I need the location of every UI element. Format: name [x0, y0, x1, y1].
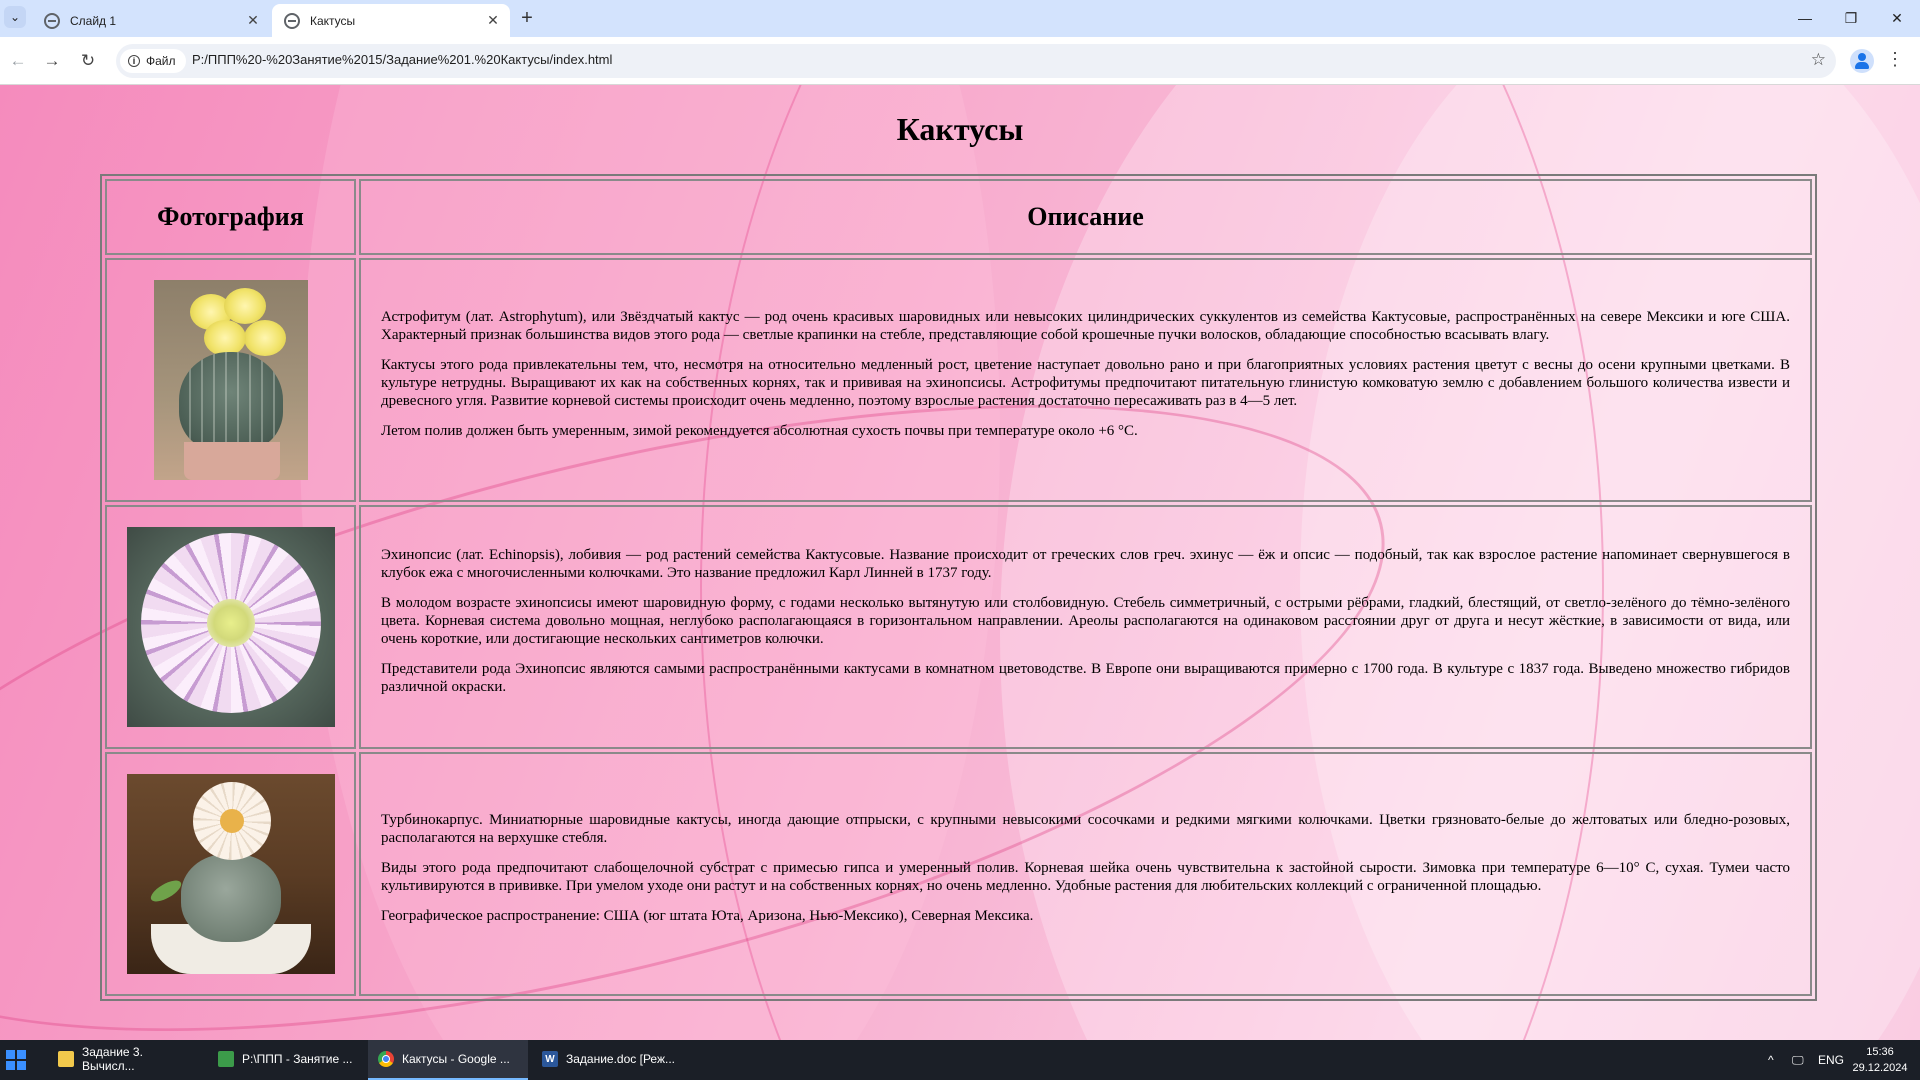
site-chip-label: Файл: [146, 54, 176, 68]
astrophytum-photo: [154, 280, 308, 480]
minimize-icon: —: [1798, 10, 1812, 26]
page-title: Кактусы: [896, 111, 1024, 147]
reload-button[interactable]: [74, 47, 102, 75]
tab-close-icon[interactable]: ✕: [247, 12, 259, 28]
table-row: [105, 505, 1812, 749]
more-menu-icon[interactable]: ⋮: [1886, 49, 1904, 69]
browser-toolbar: [0, 37, 1920, 85]
table-row: [105, 258, 1812, 502]
tab-slide-1[interactable]: [32, 4, 270, 37]
tab-close-icon[interactable]: ✕: [487, 12, 499, 28]
description-paragraph: Виды этого рода предпочитают слабощелочной субстрат с примесью гипса и умеренный полив. Корневая шейка очень чувствительна к застойной сырости. Зимовка при температуре 6—10° С, сухая. Тумеи часто культивируются в прививке. При умелом уходе они растут и на собственных корнях, но очень медленно. Удобные растения для любительских коллекций с ограниченной площадью.: [381, 860, 1790, 894]
site-info-chip[interactable]: [120, 49, 186, 73]
arrow-right-icon: →: [43, 51, 61, 70]
tab-title: Кактусы: [310, 13, 356, 28]
header-photo: Фотография: [105, 179, 356, 255]
description-paragraph: Географическое распространение: США (юг штата Юта, Аризона, Нью-Мексико), Северная Мексика.: [381, 908, 1034, 924]
bookmark-star-icon[interactable]: ☆: [1810, 50, 1826, 69]
taskbar-item-label: Задание.doc [Реж...: [566, 1052, 675, 1066]
photo-cell: [105, 505, 356, 749]
profile-avatar[interactable]: [1850, 49, 1874, 73]
chevron-down-icon: ⌄: [9, 10, 21, 24]
forward-button[interactable]: [38, 47, 66, 75]
cactus-table: [100, 174, 1817, 1001]
taskbar-item-notepad[interactable]: [208, 1040, 364, 1080]
taskbar-item-chrome[interactable]: [368, 1040, 528, 1080]
photo-cell: [105, 258, 356, 502]
taskbar-item-label: Кактусы - Google ...: [402, 1052, 510, 1066]
taskbar-item-folder[interactable]: [48, 1040, 204, 1080]
description-paragraph: Турбинокарпус. Миниатюрные шаровидные кактусы, иногда дающие отпрыски, с крупными невысокими сосочками и редкими мягкими колючками. Цветки грязновато-белые до желтоватых или бледно-розовых, располагаются на верхушке стебля.: [381, 812, 1790, 846]
folder-icon: [58, 1051, 74, 1067]
clock[interactable]: [1848, 1044, 1912, 1076]
network-icon[interactable]: 🖵: [1792, 1052, 1804, 1067]
page-viewport: [0, 85, 1920, 1040]
table-row: [105, 752, 1812, 996]
word-icon: W: [542, 1051, 558, 1067]
windows-start-icon[interactable]: [6, 1050, 26, 1070]
globe-icon: [44, 13, 60, 29]
new-tab-button[interactable]: [516, 7, 538, 29]
echinopsis-photo: [127, 527, 335, 727]
description-paragraph: Кактусы этого рода привлекательны тем, что, несмотря на относительно медленный рост, цветение наступает довольно рано и при благоприятных условиях растения цветут с весны до осени крупными цветками. В культуре нетрудны. Выращивают их как на собственных корнях, так и прививая на эхинопсисы. Астрофитумы предпочитают питательную глинистую комковатую землю с добавлением большого количества извести и древесного угля. Развитие корневой системы происходит очень медленно, поэтому взрослые растения достаточно пересаживать раз в 4—5 лет.: [381, 357, 1790, 409]
turbinicarpus-photo: [127, 774, 335, 974]
tab-strip: [0, 0, 1920, 37]
tab-cacti[interactable]: [272, 4, 510, 37]
close-window-button[interactable]: [1874, 0, 1920, 36]
reload-icon: ↻: [80, 51, 96, 70]
clock-time: 15:36: [1866, 1046, 1894, 1058]
header-description: Описание: [359, 179, 1812, 255]
taskbar-item-label: Задание 3. Вычисл...: [82, 1045, 143, 1073]
clock-date: 29.12.2024: [1852, 1062, 1908, 1074]
restore-button[interactable]: [1828, 0, 1874, 36]
description-paragraph: Астрофитум (лат. Astrophytum), или Звёздчатый кактус — род очень красивых шаровидных или невысоких цилиндрических суккулентов из семейства Кактусовые, распространённых на севере Мексики и юге США. Характерный признак большинства видов этого рода — светлые крапинки на стебле, представляющие собой крошечные пучки волосков, обладающие способностью всасывать влагу.: [381, 309, 1790, 343]
arrow-left-icon: ←: [9, 51, 27, 70]
table-header-row: [105, 179, 1812, 255]
description-paragraph: Представители рода Эхинопсис являются самыми распространёнными кактусами в комнатном цветоводстве. В Европе они выращиваются примерно с 1700 года. В культуре с 1837 года. Выведено множество гибридов различной окраски.: [381, 661, 1790, 695]
person-icon: [1858, 53, 1866, 61]
notepad-icon: [218, 1051, 234, 1067]
info-icon: i: [128, 55, 140, 67]
globe-icon: [284, 13, 300, 29]
description-paragraph: Эхинопсис (лат. Echinopsis), лобивия — род растений семейства Кактусовые. Название происходит от греческих слов греч. эхинус — ёж и опсис — подобный, так как взрослое растение напоминает свернувшегося в клубок ежа с многочисленными колючками. Это название предложил Карл Линней в 1737 году.: [381, 547, 1790, 581]
description-paragraph: Летом полив должен быть умеренным, зимой рекомендуется абсолютная сухость почвы при температуре около +6 °С.: [381, 423, 1138, 439]
address-bar[interactable]: [116, 44, 1836, 78]
restore-icon: ❐: [1844, 9, 1858, 26]
taskbar-item-label: P:\ППП - Занятие ...: [242, 1052, 353, 1066]
description-cell: [359, 258, 1812, 502]
plus-icon: +: [521, 6, 533, 29]
description-paragraph: В молодом возрасте эхинопсисы имеют шаровидную форму, с годами несколько вытянутую или столбовидную. Стебель симметричный, с острыми рёбрами, гладкий, блестящий, от светло-зелёного до тёмно-зелёного цвета. Корневая система довольно мощная, неглубоко располагающаяся в горизонтальном направлении. Ареолы располагаются на одинаковом расстоянии друг от друга и несут жёсткие, в зависимости от вида, или очень короткие, или достигающие нескольких сантиметров колючки.: [381, 595, 1790, 647]
tab-title: Слайд 1: [70, 13, 117, 28]
language-indicator[interactable]: ENG: [1818, 1053, 1845, 1067]
taskbar-item-word[interactable]: [532, 1040, 692, 1080]
minimize-button[interactable]: [1782, 0, 1828, 36]
url-text[interactable]: P:/ППП%20-%20Занятие%2015/Задание%201.%20Кактусы/index.html: [192, 52, 613, 67]
tab-search-button[interactable]: [4, 6, 26, 28]
chrome-icon: [378, 1051, 394, 1067]
taskbar: [0, 1040, 1920, 1080]
tray-overflow-icon[interactable]: ^: [1768, 1053, 1774, 1067]
close-icon: ✕: [1891, 9, 1903, 26]
back-button[interactable]: [4, 47, 32, 75]
photo-cell: [105, 752, 356, 996]
description-cell: [359, 505, 1812, 749]
description-cell: [359, 752, 1812, 996]
